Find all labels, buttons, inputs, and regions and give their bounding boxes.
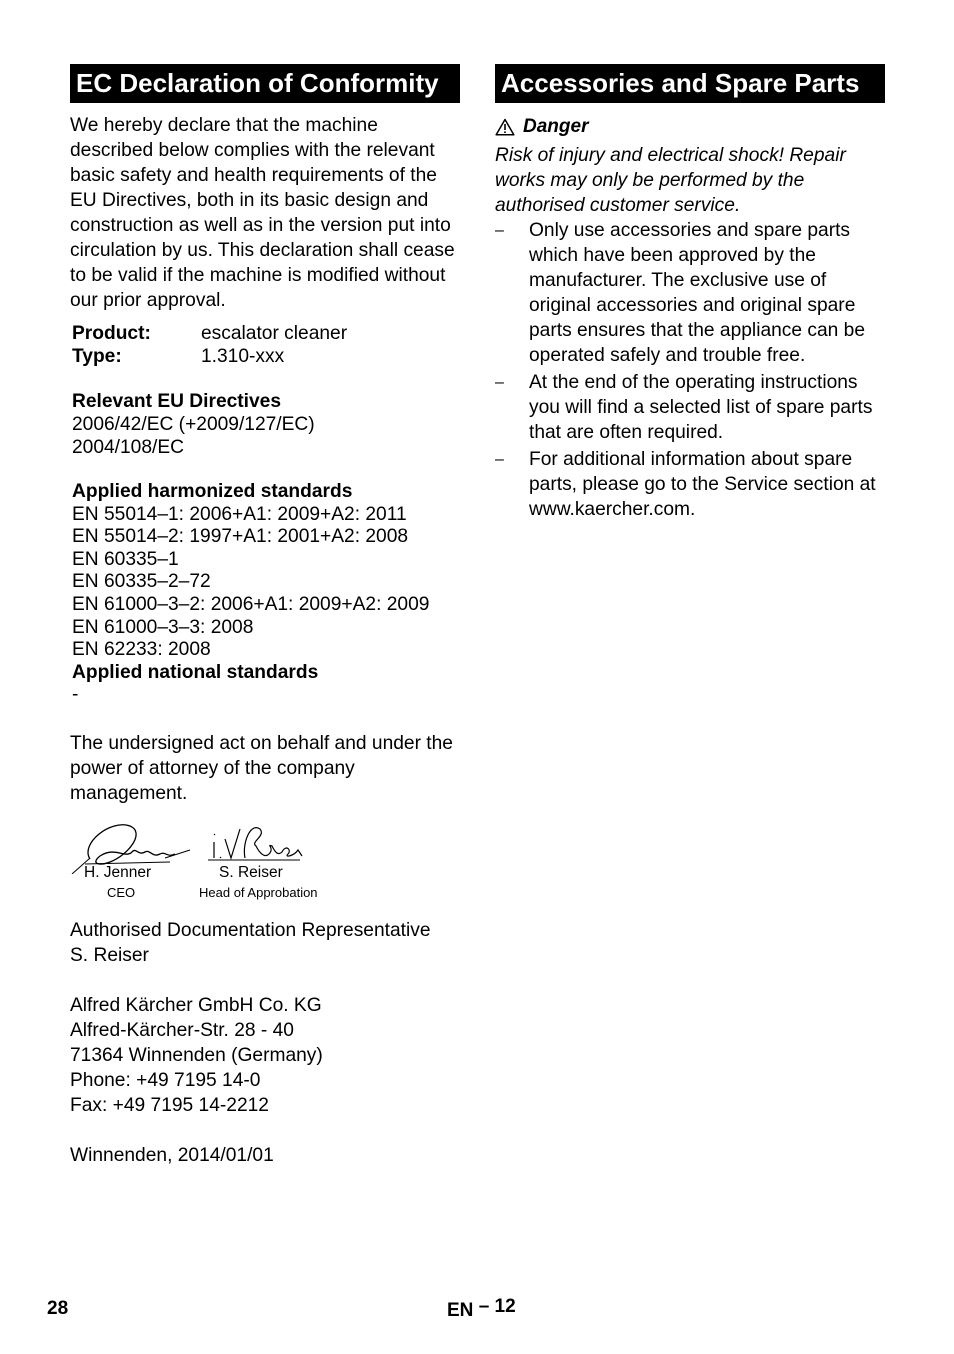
standard-item: EN 62233: 2008 bbox=[72, 639, 211, 661]
standard-item: EN 61000–3–2: 2006+A1: 2009+A2: 2009 bbox=[72, 593, 430, 615]
product-row bbox=[70, 322, 460, 345]
company-address bbox=[70, 993, 460, 1118]
standard-item: EN 55014–2: 1997+A1: 2001+A2: 2008 bbox=[72, 526, 409, 548]
harmonized-standards-title: Applied harmonized standards bbox=[72, 481, 353, 502]
danger-label: Danger bbox=[523, 116, 589, 137]
directive-item: 2006/42/EC (+2009/127/EC) bbox=[72, 414, 315, 435]
list-item-text: For additional information about spare parts, please go to the Service section at www.kaercher.com. bbox=[529, 449, 876, 520]
directive-item: 2004/108/EC bbox=[72, 437, 185, 458]
doc-rep-line: S. Reiser bbox=[70, 944, 149, 966]
warning-triangle-icon bbox=[495, 118, 515, 136]
section-page-label bbox=[447, 1296, 516, 1321]
standard-item: EN 60335–1 bbox=[72, 548, 179, 570]
accessories-heading: Accessories and Spare Parts bbox=[495, 64, 885, 103]
list-item bbox=[495, 218, 885, 368]
bullet-marker: – bbox=[495, 451, 504, 468]
list-item-text: Only use accessories and spare parts which have been approved by the manufacturer. The exclusive use of original accessories and original spare parts ensures that the appliance can be operated safely and trouble free. bbox=[529, 220, 866, 366]
signatory-name: H. Jenner bbox=[84, 863, 152, 881]
signatory-name: S. Reiser bbox=[219, 863, 283, 881]
danger-text: Risk of injury and electrical shock! Repair works may only be performed by the authorised customer service. bbox=[495, 145, 846, 216]
address-line: Phone: +49 7195 14-0 bbox=[70, 1069, 261, 1091]
danger-notice bbox=[495, 115, 885, 139]
doc-rep-line: Authorised Documentation Representative bbox=[70, 919, 431, 941]
language-code: EN bbox=[447, 1300, 474, 1321]
page-number: 28 bbox=[47, 1298, 69, 1319]
standard-item: EN 60335–2–72 bbox=[72, 571, 211, 593]
ec-declaration-column bbox=[70, 64, 460, 1168]
list-item bbox=[495, 447, 885, 522]
signatory-role: Head of Approbation bbox=[199, 884, 318, 900]
type-row bbox=[70, 345, 460, 368]
declaration-intro: We hereby declare that the machine described below complies with the relevant basic safety and health requirements of the EU Directives, both in its basic design and construction as well as in the version put into circulation by us. This declaration shall cease to be valid if the machine is modified without our prior approval. bbox=[70, 115, 455, 311]
product-value: escalator cleaner bbox=[201, 323, 348, 344]
footer-separator: – bbox=[478, 1296, 490, 1317]
signatory-role: CEO bbox=[107, 884, 136, 900]
national-standards-value: - bbox=[72, 684, 79, 706]
address-line: Alfred Kärcher GmbH Co. KG bbox=[70, 994, 322, 1016]
type-label: Type: bbox=[72, 346, 122, 367]
address-line: Fax: +49 7195 14-2212 bbox=[70, 1094, 269, 1116]
eu-directives-title: Relevant EU Directives bbox=[72, 391, 282, 412]
address-line: Alfred-Kärcher-Str. 28 - 40 bbox=[70, 1019, 294, 1041]
standard-item: EN 61000–3–3: 2008 bbox=[72, 616, 254, 638]
documentation-representative bbox=[70, 918, 460, 968]
standard-item: EN 55014–1: 2006+A1: 2009+A2: 2011 bbox=[72, 503, 407, 525]
bullet-marker: – bbox=[495, 374, 504, 391]
national-standards-title: Applied national standards bbox=[72, 661, 319, 683]
accessories-column bbox=[495, 64, 885, 522]
accessories-list bbox=[495, 218, 885, 522]
product-label: Product: bbox=[72, 323, 151, 344]
harmonized-standards-block bbox=[70, 481, 460, 707]
list-item bbox=[495, 370, 885, 445]
bullet-marker: – bbox=[495, 222, 504, 239]
eu-directives-block bbox=[70, 390, 460, 459]
type-value: 1.310-xxx bbox=[201, 346, 285, 367]
place-and-date: Winnenden, 2014/01/01 bbox=[70, 1144, 274, 1166]
signature-block bbox=[70, 814, 460, 912]
undersigned-statement: The undersigned act on behalf and under the power of attorney of the company management. bbox=[70, 732, 453, 804]
section-page-number: 12 bbox=[494, 1296, 516, 1317]
ec-declaration-heading: EC Declaration of Conformity bbox=[70, 64, 460, 103]
address-line: 71364 Winnenden (Germany) bbox=[70, 1044, 323, 1066]
product-info bbox=[70, 322, 460, 368]
list-item-text: At the end of the operating instructions you will find a selected list of spare parts that are often required. bbox=[529, 372, 873, 443]
